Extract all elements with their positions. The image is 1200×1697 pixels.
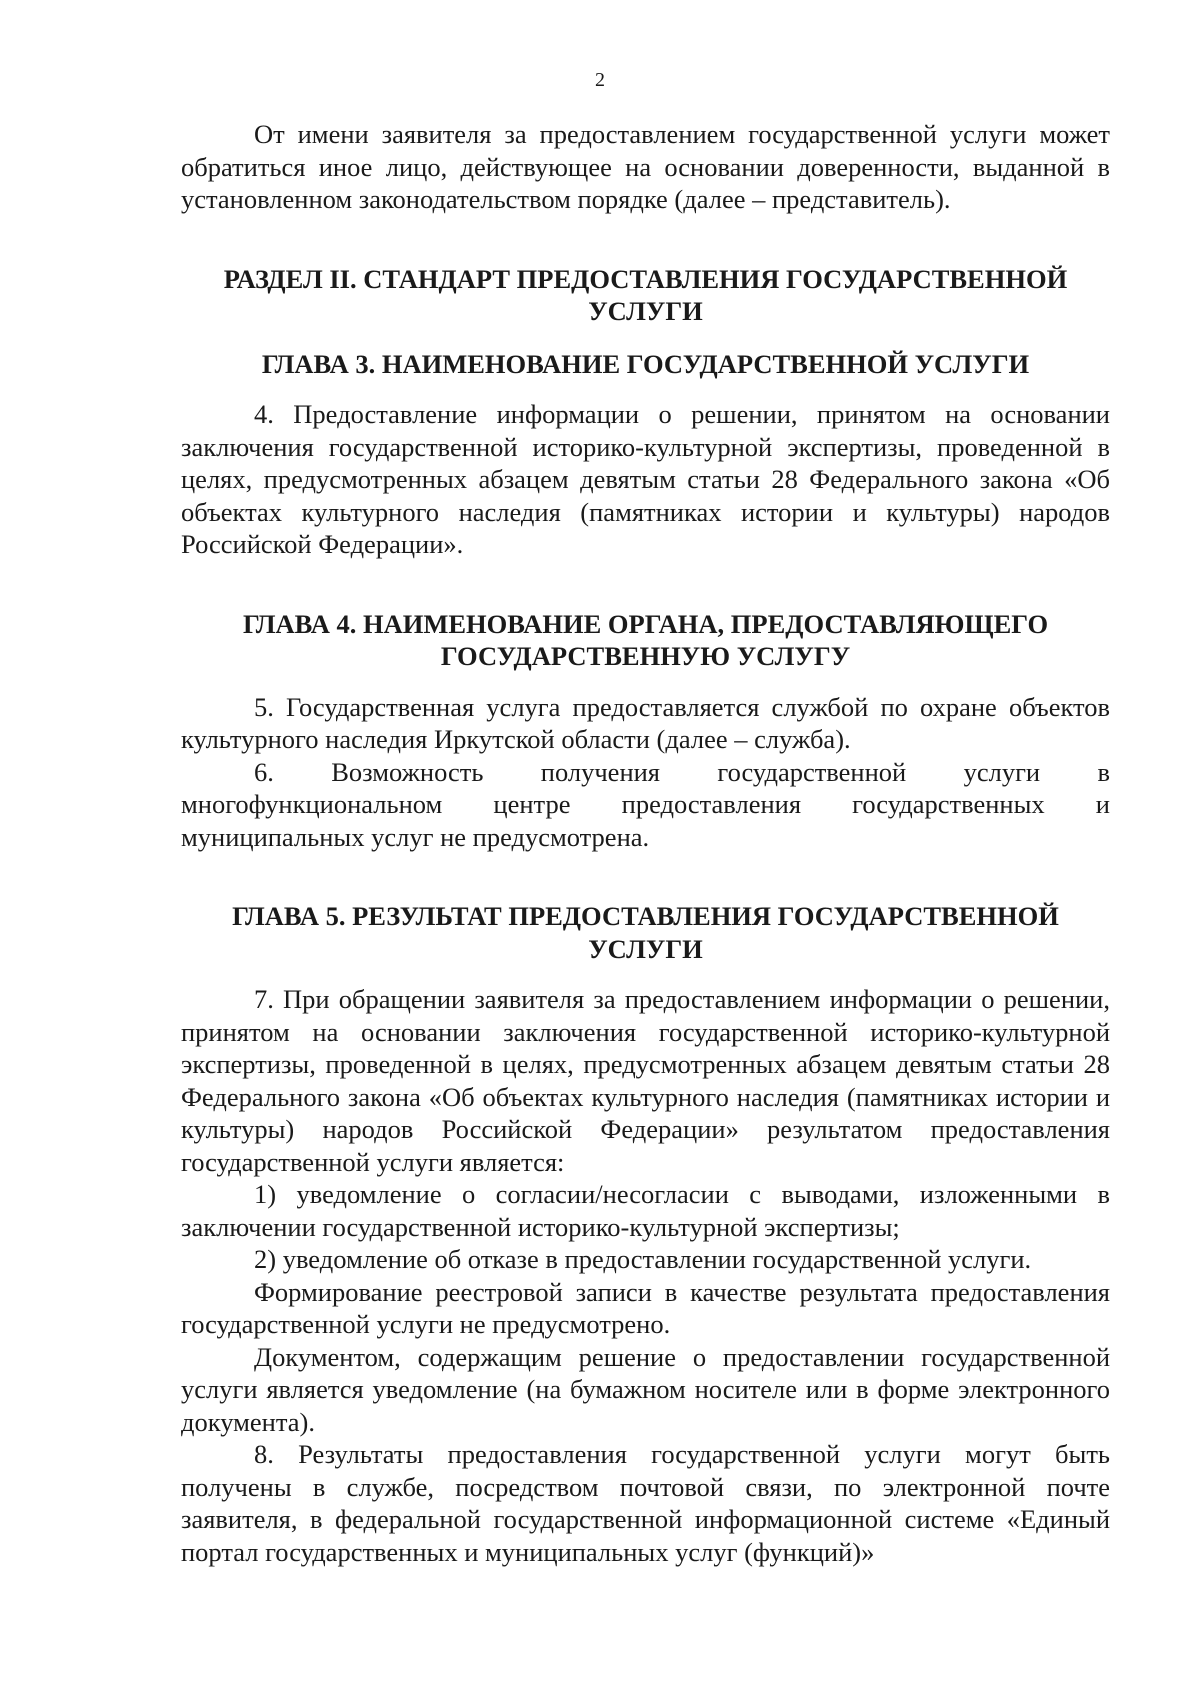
intro-paragraph: От имени заявителя за предоставлением государственной услуги может обратиться иное лицо, действующее на основании доверенности, выданной в установленном законодательством порядке (далее – представитель). bbox=[181, 119, 1110, 214]
paragraph-7-item-2: 2) уведомление об отказе в предоставлении государственной услуги. bbox=[254, 1244, 1032, 1274]
document-body bbox=[181, 118, 1110, 1568]
paragraph-7-item-1: 1) уведомление о согласии/несогласии с выводами, изложенными в заключении государственной историко-культурной экспертизы; bbox=[181, 1179, 1110, 1242]
paragraph-7: 7. При обращении заявителя за предоставлением информации о решении, принятом на основании заключения государственной историко-культурной экспертизы, проведенной в целях, предусмотренных абзацем девятым статьи 28 Федерального закона «Об объектах культурного наследия (памятниках истории и культуры) народов Российской Федерации» результатом предоставления государственной услуги является: bbox=[181, 984, 1110, 1177]
page-number: 2 bbox=[595, 69, 605, 91]
paragraph-5: 5. Государственная услуга предоставляется службой по охране объектов культурного наследия Иркутской области (далее – служба). bbox=[181, 691, 1110, 754]
paragraph-registry-record: Формирование реестровой записи в качестве результата предоставления государственной услуги не предусмотрено. bbox=[181, 1276, 1110, 1339]
chapter-5-title: ГЛАВА 5. РЕЗУЛЬТАТ ПРЕДОСТАВЛЕНИЯ ГОСУДАРСТВЕННОЙ УСЛУГИ bbox=[232, 901, 1059, 964]
paragraph-6: 6. Возможность получения государственной услуги в многофункциональном центре предоставления государственных и муниципальных услуг не предусмотрена. bbox=[181, 756, 1110, 852]
section-title: РАЗДЕЛ II. СТАНДАРТ ПРЕДОСТАВЛЕНИЯ ГОСУДАРСТВЕННОЙ УСЛУГИ bbox=[223, 263, 1068, 326]
chapter-4-title: ГЛАВА 4. НАИМЕНОВАНИЕ ОРГАНА, ПРЕДОСТАВЛЯЮЩЕГО ГОСУДАРСТВЕННУЮ УСЛУГУ bbox=[242, 608, 1049, 671]
paragraph-8: 8. Результаты предоставления государственной услуги могут быть получены в службе, посредством почтовой связи, по электронной почте заявителя, в федеральной государственной информационной системе «Единый портал государственных и муниципальных услуг (функций)» bbox=[181, 1439, 1110, 1567]
paragraph-4: 4. Предоставление информации о решении, принятом на основании заключения государственной историко-культурной экспертизы, проведенной в целях, предусмотренных абзацем девятым статьи 28 Федерального закона «Об объектах культурного наследия (памятниках истории и культуры) народов Российской Федерации». bbox=[181, 399, 1110, 559]
chapter-3-title: ГЛАВА 3. НАИМЕНОВАНИЕ ГОСУДАРСТВЕННОЙ УСЛУГИ bbox=[261, 348, 1030, 379]
paragraph-decision-document: Документом, содержащим решение о предоставлении государственной услуги является уведомление (на бумажном носителе или в форме электронного документа). bbox=[181, 1341, 1110, 1437]
